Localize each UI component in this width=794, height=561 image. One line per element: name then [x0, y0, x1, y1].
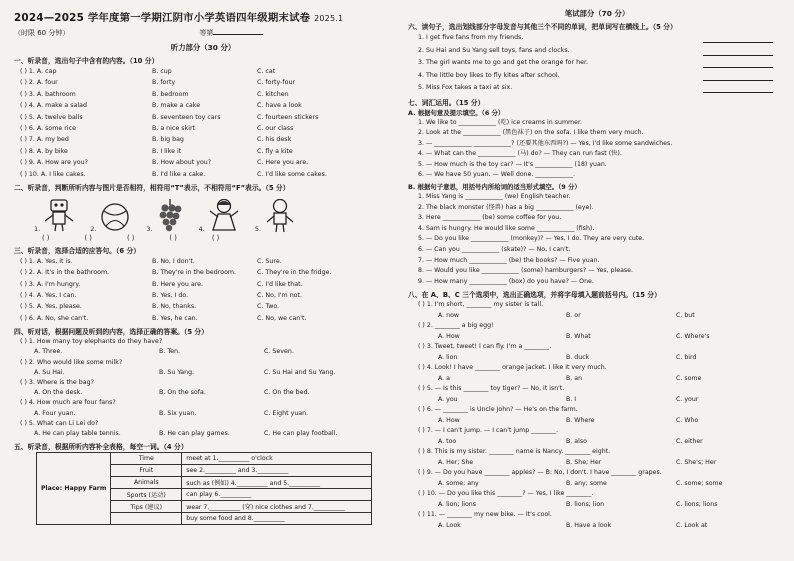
section-7b-list — [408, 192, 786, 287]
option-a[interactable]: ( ) 5. A. twelve balls — [20, 113, 83, 121]
option-b[interactable]: B. cup — [152, 68, 172, 75]
section-8-list — [408, 300, 786, 531]
option-c[interactable]: C. Eight yuan. — [264, 409, 309, 417]
grapes-icon — [155, 197, 185, 233]
exam-meta — [14, 28, 392, 38]
question-row — [14, 112, 392, 123]
option-a[interactable]: ( ) 9. A. How are you? — [20, 159, 88, 167]
option-c[interactable]: C. Seven. — [264, 348, 294, 356]
option-b[interactable]: B. Six yuan. — [159, 409, 197, 417]
answer-line[interactable] — [703, 84, 773, 93]
option-c[interactable]: C. either — [676, 437, 703, 445]
option-c[interactable]: C. He can play football. — [264, 429, 338, 437]
sentence-text: 4. The little boy likes to fly kites after school. — [418, 71, 560, 79]
question-options — [408, 353, 786, 363]
section-4-list — [14, 337, 392, 439]
option-c[interactable]: C. some — [676, 374, 702, 382]
option-a[interactable]: ( ) 3. A. I'm hungry. — [20, 280, 81, 288]
option-a[interactable]: ( ) 6. A. No, she can't. — [20, 314, 89, 322]
option-b[interactable]: B. duck — [566, 353, 590, 361]
sentence-text: 2. Su Hai and Su Yang sell toys, fans and clocks. — [418, 46, 570, 54]
question-text: ( ) 6. — ________ is Uncle John? — He's on the farm. — [418, 406, 578, 414]
option-a[interactable]: ( ) 2. A. four — [20, 79, 58, 87]
section-7a-title: A. 根据句意及提示填空。（6 分） — [408, 108, 505, 117]
option-c[interactable]: C. kitchen — [257, 90, 289, 98]
option-a[interactable]: A. some; any — [438, 479, 479, 487]
category-cell: Animals — [111, 477, 182, 489]
answer-box[interactable]: ( ) — [211, 233, 220, 242]
question-row — [14, 157, 392, 168]
option-a[interactable]: A. you — [438, 395, 458, 403]
option-b[interactable]: B. How about you? — [152, 159, 212, 167]
option-b[interactable]: B. Ten. — [159, 348, 180, 356]
listening-part-title: 听力部分（30 分） — [170, 43, 236, 52]
question-text: ( ) 9. — Do you have ________ apples? — B: No, I don't. I have ________ grapes. — [418, 469, 662, 477]
question-row — [14, 313, 392, 324]
question-options — [14, 429, 392, 439]
option-c[interactable]: C. his desk — [257, 136, 292, 144]
section-5-title: 五、听录音，根据所听内容补全表格，每空一词。（4 分） — [14, 443, 188, 452]
option-b[interactable]: B. Have a look — [566, 521, 612, 529]
question-row — [14, 301, 392, 312]
option-c[interactable]: C. forty-four — [257, 79, 296, 87]
question-options — [14, 409, 392, 419]
year-tag: 2025.1 — [314, 14, 344, 23]
question-options — [408, 374, 786, 384]
place-cell: Place: Happy Farm — [37, 453, 111, 525]
fill-blank-item[interactable]: 7. — How much ____________ (be) the books? — Five yuan. — [418, 256, 600, 264]
fill-blank-item[interactable]: 2. The black monster (怪兽) has a big ____________ (eye). — [418, 203, 594, 211]
time-note: （时限 60 分钟） — [14, 29, 70, 37]
section-3-title: 三、听录音，选择合适的应答句。（6 分） — [14, 246, 141, 255]
option-a[interactable]: ( ) 7. A. my bed — [20, 136, 69, 144]
option-c[interactable]: C. Sure. — [257, 257, 282, 265]
fill-blank-item[interactable]: 4. — What can the ____________ (马) do? — They can run fast (快). — [418, 150, 622, 158]
answer-line[interactable] — [703, 59, 773, 68]
fill-blank-item[interactable]: 6. — Can you ____________ (skate)? — No, I can't. — [418, 246, 571, 254]
option-b[interactable]: B. big bag — [152, 136, 184, 144]
option-c[interactable]: C. fourteen stickers — [257, 113, 319, 121]
option-a[interactable]: A. He can play table tennis. — [34, 429, 121, 437]
category-cell: Tips (建议) — [111, 501, 182, 513]
content-cell[interactable]: wear 7.__________ (穿) nice clothes and 7.__________ — [182, 501, 372, 513]
option-c[interactable]: C. She's; Her — [676, 458, 717, 466]
option-c[interactable]: C. Who — [676, 416, 699, 424]
exam-title: 2024—2025 学年度第一学期江阴市小学英语四年级期末试卷 2025.1 — [14, 12, 344, 24]
sentence-text: 1. I get five fans from my friends. — [418, 34, 524, 41]
answer-box[interactable]: ( ) — [42, 233, 50, 242]
picture-4: 4. — [199, 197, 241, 233]
option-b[interactable]: B. also — [566, 437, 587, 445]
option-c[interactable]: C. They're in the fridge. — [257, 269, 332, 277]
answer-box[interactable]: ( ) — [84, 233, 92, 242]
question-row — [14, 256, 392, 267]
option-b[interactable]: B. He can play games. — [159, 429, 230, 437]
option-a[interactable]: A. lion; lions — [438, 500, 477, 508]
option-b[interactable]: B. On the sofa. — [159, 389, 206, 397]
option-a[interactable]: A. now — [438, 312, 460, 319]
fill-blank-item[interactable]: 3. — ____________ ____________? (还要其他东西吗?) — Yes, I'd like some sandwiches. — [418, 139, 673, 147]
question-row — [14, 89, 392, 100]
question-text: ( ) 3. Where is the bag? — [20, 379, 94, 386]
option-b[interactable]: B. make a cake — [152, 102, 201, 110]
option-b[interactable]: B. I like it — [152, 147, 182, 155]
question-row — [14, 146, 392, 157]
fill-blank-item[interactable]: 5. — How much is the toy car? — It's ____________ (18) yuan. — [418, 160, 607, 168]
question-options — [408, 416, 786, 426]
option-c[interactable]: C. No, I'm not. — [257, 292, 303, 300]
sentence-row — [408, 70, 786, 83]
option-c[interactable]: C. some; some — [676, 479, 723, 487]
option-b[interactable]: B. They're in the bedroom. — [152, 269, 237, 277]
option-c[interactable]: C. Two. — [257, 303, 280, 311]
girl-icon — [207, 197, 241, 233]
option-b[interactable]: B. an — [566, 374, 583, 382]
option-c[interactable]: C. have a look — [257, 102, 302, 110]
question-options — [408, 458, 786, 468]
question-text: ( ) 2. ________ a big egg! — [418, 322, 494, 330]
sentence-row — [408, 82, 786, 95]
option-a[interactable]: ( ) 1. A. cap — [20, 68, 57, 75]
option-a[interactable]: ( ) 6. A. some rice — [20, 124, 76, 132]
answer-box[interactable]: ( ) — [126, 233, 135, 242]
category-cell: Sports (运动) — [111, 489, 182, 501]
option-b[interactable]: B. No, thanks. — [152, 303, 197, 311]
question-text: ( ) 2. Who would like some milk? — [20, 358, 123, 366]
robot-icon — [42, 197, 76, 233]
section-6-list — [408, 32, 786, 95]
section-7-title: 七、词汇运用。（15 分） — [408, 98, 485, 107]
content-cell[interactable]: such as (例如) 4.__________ and 5.__________ — [182, 477, 372, 489]
question-text: ( ) 5. — Is this ________ toy tiger? — No, it isn't. — [418, 385, 565, 393]
option-b[interactable]: B. I'd like a cake. — [152, 170, 206, 178]
option-a[interactable]: A. Three. — [34, 348, 63, 356]
option-a[interactable]: ( ) 1. A. Yes, it is. — [20, 257, 73, 265]
section-4-title: 四、听对话，根据问题及听到的内容，选择正确的答案。（5 分） — [14, 328, 209, 337]
category-cell: Time — [111, 453, 182, 465]
section-6-title: 六、读句子，选出划线部分字母发音与其他三个不同的单词，把单词写在横线上。（5 分） — [408, 23, 677, 31]
picture-3: 3. — [146, 197, 184, 233]
question-row — [14, 267, 392, 278]
option-b[interactable]: B. Here you are. — [152, 280, 204, 288]
writing-part-title: 笔试部分（70 分） — [564, 9, 630, 18]
section-8-title: 八、在 A、B、C 三个选项中，选出正确选项，并将字母填入题前括号内。（15 分） — [408, 291, 661, 300]
fill-blank-item[interactable]: 9. — How many ____________ (box) do you have? — One. — [418, 277, 594, 285]
option-b[interactable]: B. forty — [152, 79, 176, 87]
option-c[interactable]: C. your — [676, 395, 699, 403]
question-text: ( ) 10. — Do you like this ________? — Yes, I like ________. — [418, 490, 594, 498]
question-row — [14, 66, 392, 77]
picture-2: 2. — [90, 199, 132, 233]
category-cell: Fruit — [111, 465, 182, 477]
option-c[interactable]: C. Su Hai and Su Yang. — [264, 368, 336, 376]
section-7a-list — [408, 118, 786, 182]
fill-blank-item[interactable]: 1. Miss Yang is ____________ (we) English teacher. — [418, 193, 571, 201]
question-row — [14, 134, 392, 145]
fill-blank-item[interactable]: 5. — Do you like ____________ (monkey)? — Yes, I do. They are very cute. — [418, 235, 645, 243]
question-options — [14, 388, 392, 398]
question-options — [408, 311, 786, 321]
option-b[interactable]: B. Yes, he can. — [152, 314, 198, 322]
option-a[interactable]: ( ) 4. A. make a salad — [20, 102, 88, 110]
question-text: ( ) 7. — I can't jump. — I can't jump ________. — [418, 427, 559, 435]
fill-blank-item[interactable]: 4. Sam is hungry. He would like some ____________ (fish). — [418, 224, 595, 232]
option-b[interactable]: B. Where — [566, 416, 595, 424]
picture-1: 1. — [34, 197, 76, 233]
question-row — [14, 169, 392, 180]
option-a[interactable]: A. Look — [438, 521, 461, 529]
option-b[interactable]: B. seventeen toy cars — [152, 113, 221, 121]
sentence-text: 3. The girl wants me to go and get the orange for her. — [418, 59, 588, 66]
question-text: ( ) 1. I'm short, ________ my sister is tall. — [418, 301, 544, 309]
sentence-row — [408, 45, 786, 58]
question-row — [14, 123, 392, 134]
right-column — [408, 0, 786, 561]
question-row — [14, 100, 392, 111]
table-row — [37, 453, 372, 465]
question-options — [408, 395, 786, 405]
option-c[interactable]: C. but — [676, 312, 695, 319]
option-a[interactable]: A. On the desk. — [34, 389, 83, 397]
section-7b-title: B. 根据句子意思，用括号内所给词的适当形式填空。（9 分） — [408, 183, 581, 192]
boy-icon — [263, 197, 297, 233]
section-1-list — [14, 66, 392, 180]
grade-field[interactable]: 等第 — [199, 28, 263, 38]
question-options — [408, 500, 786, 510]
option-a[interactable]: ( ) 5. A. Yes, please. — [20, 303, 82, 311]
option-b[interactable]: B. Yes, I do. — [152, 292, 189, 300]
option-c[interactable]: C. I'd like that. — [257, 280, 303, 288]
option-b[interactable]: B. any; some — [566, 479, 607, 487]
content-cell[interactable]: can play 6.__________ — [182, 489, 372, 501]
question-text: ( ) 3. Tweet, tweet! I can fly. I'm a ________. — [418, 343, 552, 351]
option-c[interactable]: C. cat — [257, 68, 276, 75]
option-c[interactable]: C. lions; lions — [676, 500, 718, 508]
option-c[interactable]: C. No, we can't. — [257, 314, 307, 322]
option-c[interactable]: C. I'd like some cakes. — [257, 170, 327, 178]
option-b[interactable]: B. a nice skirt — [152, 124, 195, 132]
picture-5: 5. — [255, 197, 297, 233]
question-text: ( ) 1. How many toy elephants do they have? — [20, 338, 163, 346]
option-c[interactable]: C. Here you are. — [257, 159, 309, 167]
question-text: ( ) 8. This is my sister. ________ name is Nancy. ________ eight. — [418, 448, 611, 456]
option-b[interactable]: B. What — [566, 332, 591, 340]
content-cell[interactable]: see 2.__________ and 3.__________ — [182, 465, 372, 477]
option-c[interactable]: C. bird — [676, 353, 697, 361]
option-a[interactable]: A. How — [438, 332, 460, 340]
answer-line[interactable] — [703, 47, 773, 56]
question-text: ( ) 5. What can Li Lei do? — [20, 419, 99, 427]
option-b[interactable]: B. or — [566, 312, 581, 319]
sentence-text: 5. Miss Fox takes a taxi at six. — [418, 84, 513, 91]
option-a[interactable]: A. too — [438, 437, 457, 445]
section-2-title: 二、听录音，判断所听内容与图片是否相符，相符用“T”表示，不相符用“F”表示。（5 分） — [14, 183, 290, 192]
option-a[interactable]: A. Her; She — [438, 458, 474, 466]
question-options — [408, 332, 786, 342]
fill-blank-item[interactable]: 3. Here ____________ (be) some coffee for you. — [418, 214, 562, 222]
answer-line[interactable] — [703, 34, 773, 43]
question-text: ( ) 4. How much are four fans? — [20, 399, 116, 407]
question-row — [14, 77, 392, 88]
left-column — [14, 0, 392, 561]
section-1-title: 一、听录音，选出句子中含有的内容。（10 分） — [14, 57, 159, 65]
fill-blank-item[interactable]: 2. Look at the ____________ (黑色袜子) on the sofa. I like them very much. — [418, 129, 644, 137]
question-options — [14, 368, 392, 378]
option-a[interactable]: ( ) 10. A. I like cakes. — [20, 170, 86, 178]
option-a[interactable]: ( ) 8. A. by bike — [20, 147, 68, 155]
question-row — [14, 290, 392, 301]
question-options — [408, 479, 786, 489]
option-a[interactable]: ( ) 2. A. It's in the bathroom. — [20, 269, 110, 277]
option-c[interactable]: C. Where's — [676, 332, 710, 340]
ball-icon — [98, 199, 132, 233]
option-a[interactable]: A. Four yuan. — [34, 409, 76, 417]
section-2-pictures — [14, 193, 392, 233]
farm-table — [36, 452, 372, 525]
question-options — [14, 347, 392, 357]
option-b[interactable]: B. bedroom — [152, 90, 189, 98]
option-c[interactable]: C. our class — [257, 124, 294, 132]
fill-blank-item[interactable]: 8. — Would you like ____________ (some) hamburgers? — Yes, please. — [418, 267, 633, 275]
option-b[interactable]: B. No, I don't. — [152, 257, 195, 265]
option-c[interactable]: C. fly a kite — [257, 147, 293, 155]
fill-blank-item[interactable]: 6. — We have 50 yuan. — Well done. ____________. — [418, 171, 575, 179]
question-options — [408, 521, 786, 531]
option-b[interactable]: B. Su Yang. — [159, 368, 195, 376]
question-text: ( ) 4. Look! I have ________ orange jacket. I like it very much. — [418, 364, 607, 372]
option-a[interactable]: A. Su Hai. — [34, 368, 65, 376]
option-a[interactable]: A. How — [438, 416, 460, 424]
answer-box[interactable]: ( ) — [169, 233, 177, 242]
question-row — [14, 279, 392, 290]
question-options — [408, 437, 786, 447]
section-3-list — [14, 256, 392, 324]
sentence-row — [408, 57, 786, 70]
option-b[interactable]: B. I — [566, 395, 577, 403]
question-text: ( ) 11. — ________ my new bike. — It's cool. — [418, 511, 552, 519]
category-cell — [111, 513, 182, 525]
option-a[interactable]: ( ) 4. A. Yes, I can. — [20, 292, 77, 300]
option-a[interactable]: ( ) 3. A. bathroom — [20, 90, 76, 98]
option-c[interactable]: C. On the bed. — [264, 389, 310, 397]
fill-blank-item[interactable]: 1. We like to ____________ (吃) ice creams in summer. — [418, 118, 582, 126]
option-b[interactable]: B. She; Her — [566, 458, 602, 466]
content-cell[interactable]: meet at 1.__________ o'clock — [182, 453, 372, 465]
section-2-answers — [14, 233, 392, 243]
content-cell[interactable]: buy some food and 8.__________ — [182, 513, 372, 525]
option-a[interactable]: A. a — [438, 374, 450, 382]
sentence-row — [408, 32, 786, 45]
option-b[interactable]: B. lions; lion — [566, 500, 605, 508]
answer-line[interactable] — [703, 72, 773, 81]
option-a[interactable]: A. lion — [438, 353, 458, 361]
option-c[interactable]: C. Look at — [676, 521, 708, 529]
